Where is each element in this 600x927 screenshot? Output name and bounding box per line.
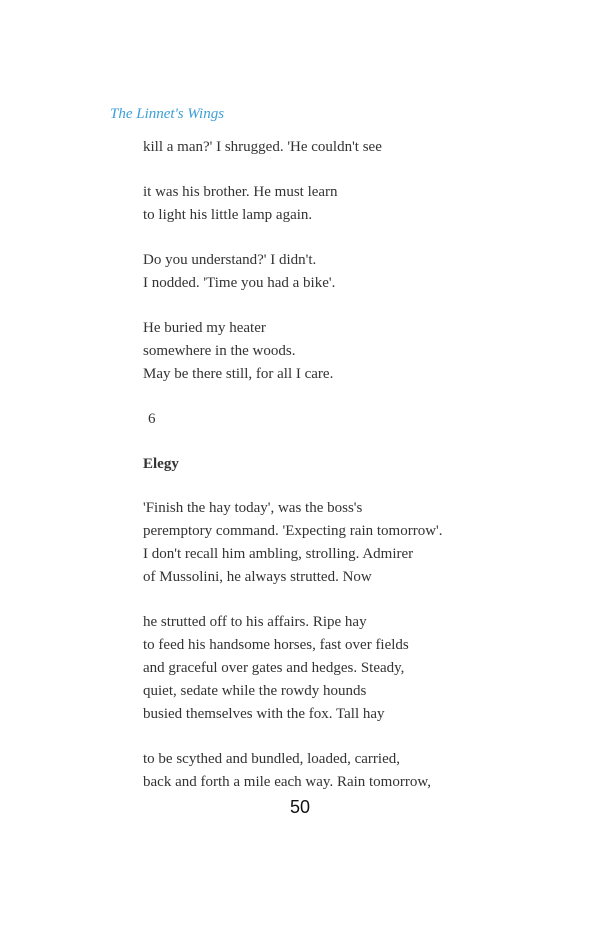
poem-line: back and forth a mile each way. Rain tomorrow, (143, 774, 431, 790)
poem-title: Elegy (143, 456, 179, 472)
poem-line: He buried my heater (143, 320, 266, 336)
poem-line: he strutted off to his affairs. Ripe hay (143, 614, 367, 630)
section-number: 6 (148, 411, 156, 427)
poem-line: busied themselves with the fox. Tall hay (143, 706, 385, 722)
poem-line: May be there still, for all I care. (143, 366, 334, 382)
poem-line: kill a man?' I shrugged. 'He couldn't see (143, 139, 382, 155)
poem-line: and graceful over gates and hedges. Steady, (143, 660, 405, 676)
page-number: 50 (289, 797, 311, 817)
stanza (143, 181, 563, 227)
poem-line: quiet, sedate while the rowdy hounds (143, 683, 367, 699)
poem-line: I don't recall him ambling, strolling. Admirer (143, 546, 414, 562)
running-header: The Linnet's Wings (110, 106, 225, 122)
stanza (143, 317, 563, 386)
poem-body (143, 136, 563, 794)
poem-line: peremptory command. 'Expecting rain tomorrow'. (143, 523, 443, 539)
poem-line: somewhere in the woods. (143, 343, 296, 359)
poem-line: to light his little lamp again. (143, 207, 313, 223)
poem-line: to feed his handsome horses, fast over fields (143, 637, 409, 653)
poem-line: I nodded. 'Time you had a bike'. (143, 275, 336, 291)
poem-line: to be scythed and bundled, loaded, carried, (143, 751, 400, 767)
stanza (143, 497, 563, 589)
stanza (143, 748, 563, 794)
stanza (143, 136, 563, 159)
poem-line: Do you understand?' I didn't. (143, 252, 317, 268)
poem-line: 'Finish the hay today', was the boss's (143, 500, 363, 516)
stanza (143, 249, 563, 295)
stanza (143, 611, 563, 726)
poem-line: of Mussolini, he always strutted. Now (143, 569, 372, 585)
poem-line: it was his brother. He must learn (143, 184, 338, 200)
